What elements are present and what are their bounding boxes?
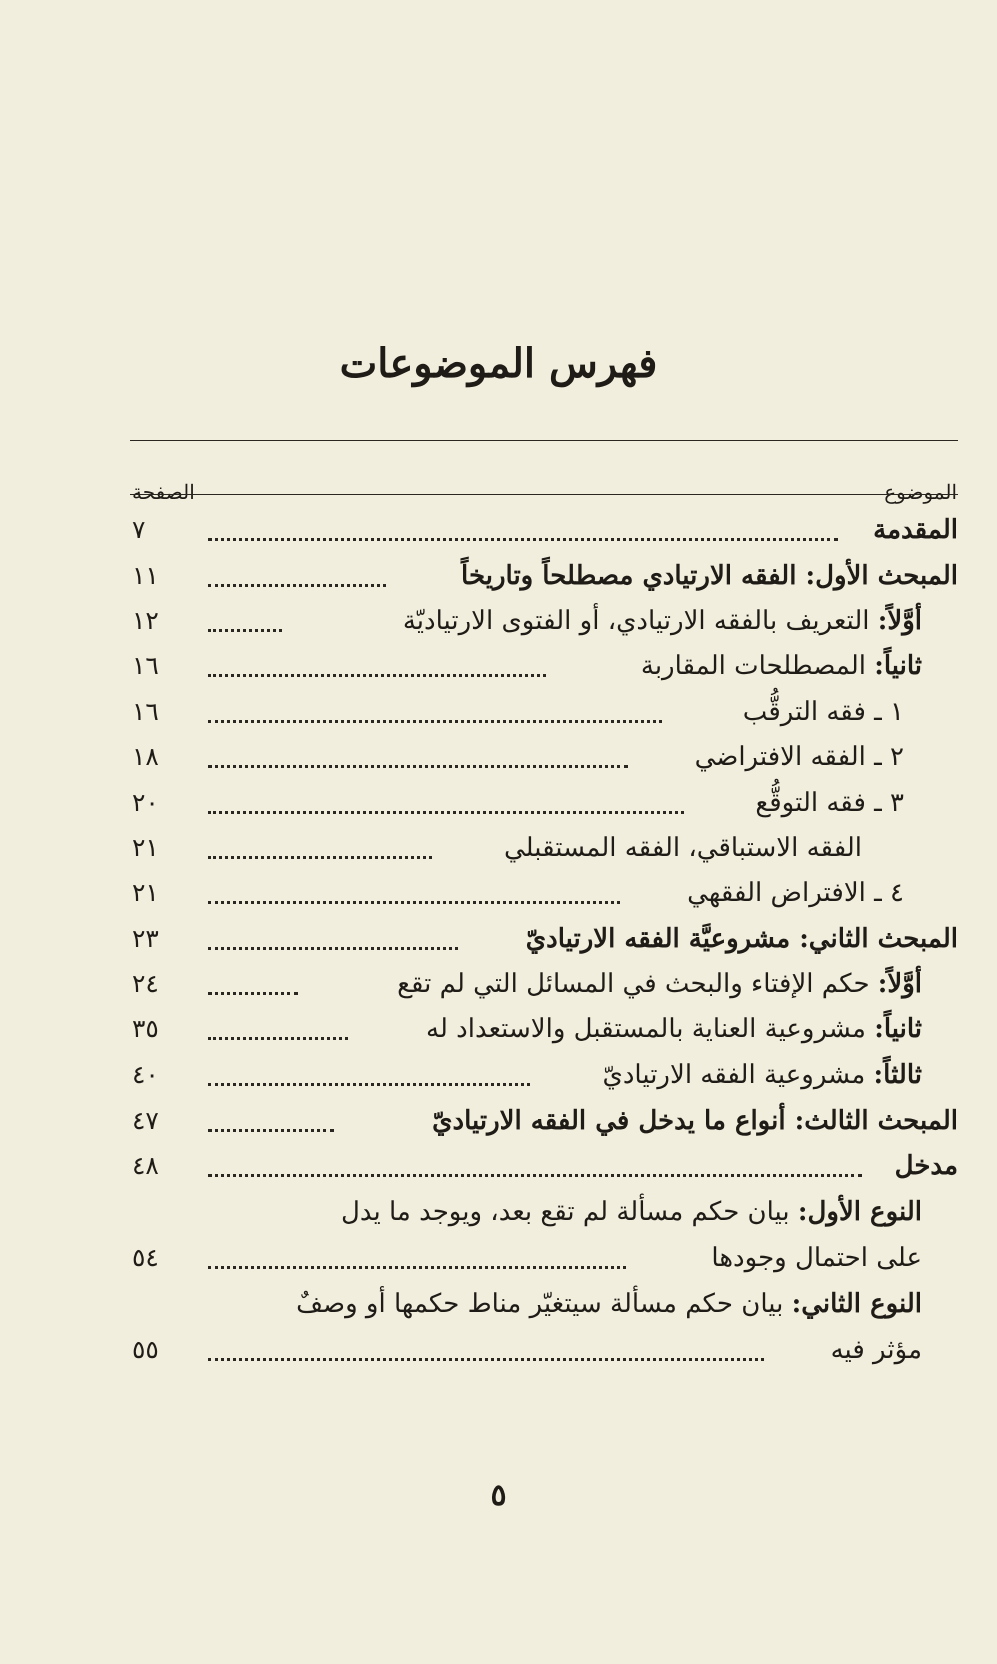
dot-leader [208, 992, 298, 995]
toc-page-number: ١٦ [132, 651, 159, 680]
toc-entry-text: ٢ ـ الفقه الافتراضي [694, 742, 904, 772]
dot-leader [208, 629, 282, 632]
toc-entry-text: النوع الثاني: بيان حكم مسألة سيتغيّر مناط حكمها أو وصفٌ [296, 1289, 922, 1319]
toc-entry-2-2 [130, 1007, 958, 1051]
toc-entry-text: مؤثر فيه [830, 1335, 922, 1365]
toc-entry-text: ١ ـ فقه الترقُّب [742, 697, 904, 727]
toc-page-number: ٤٧ [132, 1106, 159, 1135]
toc-entry-1-2-3b [130, 826, 958, 870]
toc-page-number: ٧ [132, 515, 146, 544]
toc-entry-1-2-2 [130, 735, 958, 779]
toc-entry-text: ثانياً: مشروعية العناية بالمستقبل والاستعداد له [426, 1014, 922, 1044]
toc-entry-chapter-3 [130, 1099, 958, 1143]
toc-entry-3-1 [130, 1190, 958, 1234]
toc-entry-text: المبحث الثالث: أنواع ما يدخل في الفقه الارتياديّ [432, 1106, 958, 1136]
toc-entry-introduction [130, 508, 958, 552]
toc-page-number: ٥٤ [132, 1243, 159, 1272]
toc-entry-text: ثالثاً: مشروعية الفقه الارتياديّ [602, 1060, 922, 1090]
column-header-page: الصفحة [132, 480, 195, 504]
toc-entry-1-2-1 [130, 690, 958, 734]
page-number: ٥ [490, 1478, 507, 1513]
toc-entry-text: المبحث الأول: الفقه الارتيادي مصطلحاً وتاريخاً [461, 561, 958, 591]
toc-entry-text: المبحث الثاني: مشروعيَّة الفقه الارتياديّ [525, 924, 958, 954]
toc-entry-2-1 [130, 962, 958, 1006]
toc-page-number: ١١ [132, 561, 159, 590]
toc-entry-text: أوَّلاً: التعريف بالفقه الارتيادي، أو الفتوى الارتياديّة [402, 606, 922, 636]
toc-entry-text: الفقه الاستباقي، الفقه المستقبلي [503, 833, 862, 863]
toc-entry-3-1-cont [130, 1236, 958, 1280]
toc-entry-1-2-3 [130, 781, 958, 825]
toc-page-number: ٤٨ [132, 1151, 159, 1180]
toc-entry-chapter-1 [130, 554, 958, 598]
toc-entry-text: ٤ ـ الافتراض الفقهي [687, 878, 904, 908]
toc-entry-chapter-2 [130, 917, 958, 961]
page-title: فهرس الموضوعات [339, 340, 658, 387]
dot-leader [208, 1129, 334, 1132]
toc-page-number: ٢١ [132, 878, 159, 907]
column-header-subject: الموضوع [884, 480, 957, 504]
toc-entry-intro-section [130, 1144, 958, 1188]
toc-entry-1-1 [130, 599, 958, 643]
toc-entry-text: ثانياً: المصطلحات المقاربة [640, 651, 922, 681]
toc-entry-text: أوَّلاً: حكم الإفتاء والبحث في المسائل التي لم تقع [397, 969, 922, 999]
toc-entry-text: النوع الأول: بيان حكم مسألة لم تقع بعد، ويوجد ما يدل [340, 1197, 922, 1227]
toc-page-number: ٢١ [132, 833, 159, 862]
toc-entry-2-3 [130, 1053, 958, 1097]
toc-page-number: ٢٣ [132, 924, 159, 953]
toc-page-number: ٣٥ [132, 1014, 159, 1043]
toc-entry-3-2-cont [130, 1328, 958, 1372]
toc-entry-text: على احتمال وجودها [711, 1243, 922, 1273]
toc-entry-text: المقدمة [873, 515, 958, 545]
toc-page-number: ٥٥ [132, 1335, 159, 1364]
toc-entry-1-2-4 [130, 871, 958, 915]
toc-entry-text: مدخل [894, 1151, 958, 1181]
toc-page-number: ٢٤ [132, 969, 159, 998]
toc-page-number: ١٨ [132, 742, 159, 771]
toc-entry-1-2 [130, 644, 958, 688]
toc-entry-text: ٣ ـ فقه التوقُّع [755, 788, 904, 818]
toc-page-number: ٤٠ [132, 1060, 159, 1089]
toc-page-number: ٢٠ [132, 788, 159, 817]
toc-page-number: ١٦ [132, 697, 159, 726]
toc-page-number: ١٢ [132, 606, 159, 635]
toc-entry-3-2 [130, 1282, 958, 1326]
